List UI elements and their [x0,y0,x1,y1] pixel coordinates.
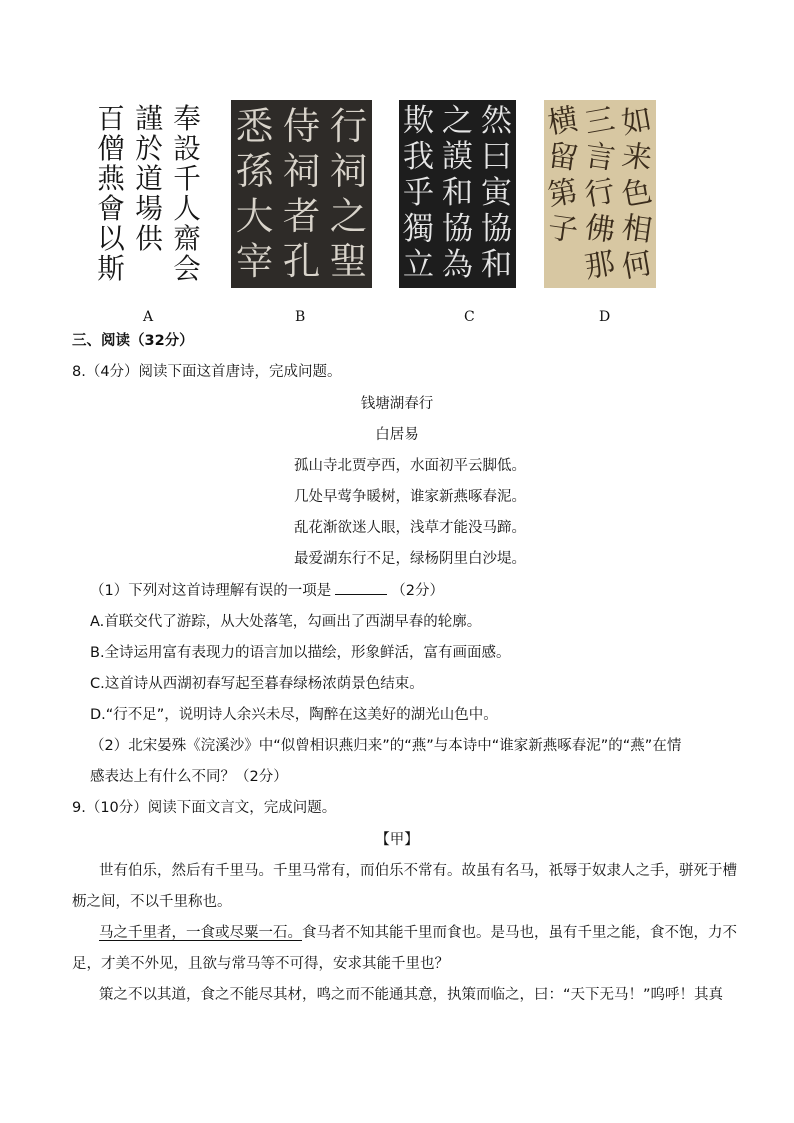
calligraphy-glyph: 留 [545,138,580,177]
calligraphy-glyph: 協 [480,211,513,248]
part-label: 【甲】 [375,832,419,848]
calligraphy-glyph: 相 [620,210,655,249]
calligraphy-glyph: 横 [544,101,581,142]
q8-sub1 [90,580,444,601]
calligraphy-glyph: 和 [441,175,474,212]
calligraphy-glyph: 之 [329,193,368,238]
calligraphy-glyph: 和 [480,247,513,284]
calligraphy-glyph: 燕 [97,162,125,196]
calligraphy-glyph: 悉 [235,103,274,148]
option-a: A.首联交代了游踪，从大处落笔，勾画出了西湖早春的轮廓。 [90,614,482,630]
calligraphy-glyph: 色 [619,173,655,214]
image-label-d: D [599,309,611,325]
calligraphy-glyph: 協 [441,211,474,248]
answer-blank[interactable] [335,580,387,595]
poem-line: 孤山寺北贾亭西，水面初平云脚低。 [294,458,526,474]
calligraphy-glyph: 欺 [402,103,435,140]
option-c: C.这首诗从西湖初春写起至暮春绿杨浓荫景色结束。 [90,676,424,692]
calligraphy-glyph: 三 [582,101,618,142]
paragraph-line: 策之不以其道，食之不能尽其材，鸣之而不能通其意，执策而临之，曰：“天下无马！”呜呼！其真 [99,987,724,1003]
calligraphy-glyph: 之 [441,103,474,140]
paragraph-line: 枥之间，不以千里称也。 [72,894,232,910]
poem-title: 钱塘湖春行 [360,396,434,412]
calligraphy-glyph: 人 [173,192,201,226]
calligraphy-glyph: 謨 [441,139,474,176]
calligraphy-glyph: 祠 [282,148,321,193]
poem-line: 乱花渐欲迷人眼，浅草才能没马蹄。 [294,520,526,536]
calligraphy-glyph: 何 [619,245,655,286]
paragraph-text: 食马者不知其能千里而食也。是马也，虽有千里之能，食不饱，力不 [302,925,737,941]
q8-sub2-line2: 感表达上有什么不同？（2分） [90,769,288,785]
image-label-a: A [143,309,154,325]
calligraphy-glyph: 宰 [235,238,274,283]
calligraphy-glyph: 以 [97,222,125,256]
image-label-b: B [295,309,306,325]
section-title: 三、阅读（32分） [72,333,194,349]
poem-author: 白居易 [375,427,419,443]
option-d: D.“行不足”，说明诗人余兴未尽，陶醉在这美好的湖光山色中。 [90,707,498,723]
calligraphy-glyph: 僧 [97,132,125,166]
calligraphy-glyph: 会 [173,252,201,286]
image-label-c: C [464,309,475,325]
calligraphy-glyph: 道 [135,162,163,196]
calligraphy-glyph: 斯 [97,252,125,286]
calligraphy-glyph: 大 [235,193,274,238]
calligraphy-glyph: 場 [135,192,163,226]
calligraphy-glyph: 立 [402,247,435,284]
q8-sub1-text: （1）下列对这首诗理解有误的一项是 [90,583,332,599]
calligraphy-glyph: 設 [173,132,201,166]
calligraphy-glyph: 孔 [282,238,321,283]
calligraphy-glyph: 奉 [173,102,201,136]
calligraphy-glyph: 寅 [480,175,513,212]
calligraphy-glyph: 聖 [329,238,368,283]
underlined-sentence: 马之千里者，一食或尽粟一石。 [99,925,302,941]
paragraph-line: 足，才美不外见，且欲与常马等不可得，安求其能千里也？ [72,956,449,972]
calligraphy-glyph: 千 [173,162,201,196]
calligraphy-glyph: 獨 [402,211,435,248]
calligraphy-glyph: 佛 [582,210,618,249]
calligraphy-glyph: 那 [582,245,618,286]
calligraphy-glyph: 於 [135,132,163,166]
calligraphy-glyph: 如 [619,101,655,142]
calligraphy-image-d [544,100,656,288]
calligraphy-glyph: 供 [135,222,163,256]
poem-line: 几处早莺争暖树，谁家新燕啄春泥。 [294,489,526,505]
q8-stem: 8.（4分）阅读下面这首唐诗，完成问题。 [72,364,342,380]
calligraphy-glyph: 侍 [282,103,321,148]
q8-sub2-line1: （2）北宋晏殊《浣溪沙》中“似曾相识燕归来”的“燕”与本诗中“谁家新燕啄春泥”的“燕”在情 [90,738,682,754]
calligraphy-glyph: 言 [582,138,618,177]
calligraphy-image-a [92,100,206,288]
paragraph-line: 世有伯乐，然后有千里马。千里马常有，而伯乐不常有。故虽有名马，祇辱于奴隶人之手，骈死于槽 [99,863,737,879]
calligraphy-glyph: 曰 [480,139,513,176]
calligraphy-glyph: 来 [620,138,655,177]
calligraphy-glyph: 祠 [329,148,368,193]
calligraphy-glyph: 為 [441,247,474,284]
calligraphy-glyph: 我 [402,139,435,176]
calligraphy-glyph: 然 [480,103,513,140]
paragraph-line [99,923,737,943]
q9-stem: 9.（10分）阅读下面文言文，完成问题。 [72,800,337,816]
calligraphy-glyph: 謹 [135,102,163,136]
calligraphy-glyph: 百 [97,102,125,136]
option-b: B.全诗运用富有表现力的语言加以描绘，形象鲜活，富有画面感。 [90,645,511,661]
calligraphy-glyph: 第 [544,173,581,214]
calligraphy-glyph: 行 [582,173,618,214]
calligraphy-glyph: 會 [97,192,125,226]
calligraphy-glyph: 孫 [235,148,274,193]
poem-line: 最爱湖东行不足，绿杨阴里白沙堤。 [294,551,526,567]
calligraphy-image-b [231,100,372,288]
calligraphy-glyph: 行 [329,103,368,148]
calligraphy-glyph: 乎 [402,175,435,212]
calligraphy-glyph: 齋 [173,222,201,256]
calligraphy-glyph: 者 [282,193,321,238]
calligraphy-glyph: 子 [545,210,580,249]
q8-sub1-points: （2分） [391,583,444,599]
calligraphy-image-c [399,100,516,288]
